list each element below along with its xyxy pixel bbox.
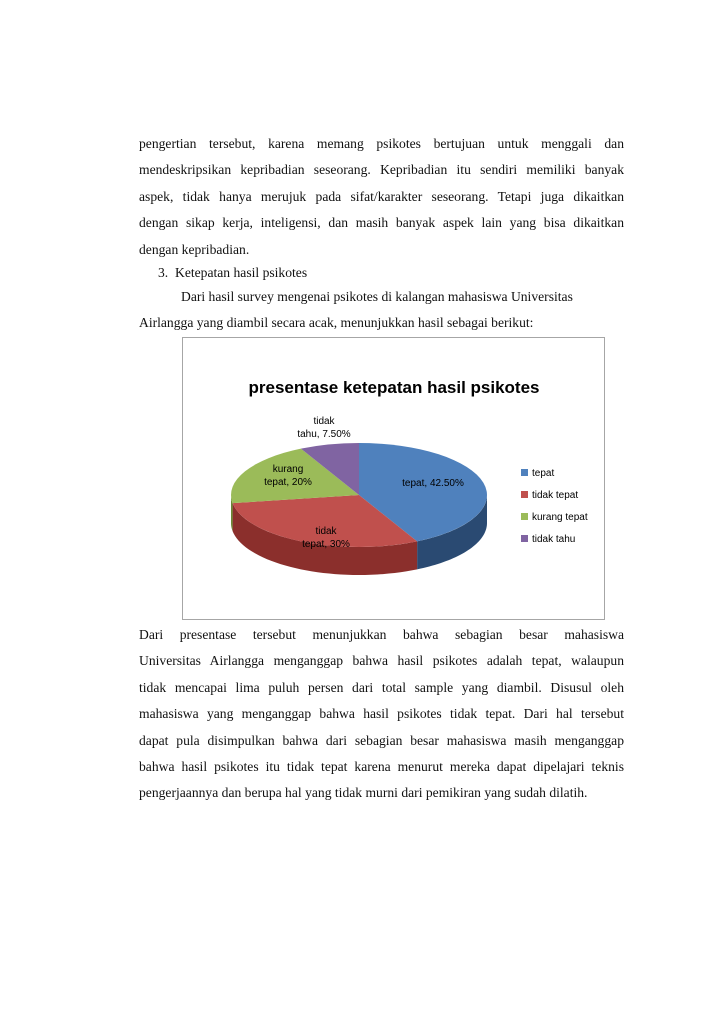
paragraph-line: pengerjaannya dan berupa hal yang tidak murni dari pemikiran yang sudah dilatih. bbox=[139, 785, 588, 801]
legend-swatch bbox=[521, 491, 528, 498]
list-number: 3. bbox=[158, 265, 169, 280]
chart-title: presentase ketepatan hasil psikotes bbox=[248, 378, 540, 397]
intro-line-1: Dari hasil survey mengenai psikotes di kalangan mahasiswa Universitas bbox=[181, 289, 573, 304]
paragraph-line: mahasiswa yang menganggap bahwa hasil psikotes tidak tepat. Dari hal tersebut bbox=[139, 706, 624, 722]
legend-swatch bbox=[521, 535, 528, 542]
slice-label-tidak-tepat: tepat, 30% bbox=[302, 539, 350, 550]
paragraph-line: dapat pula disimpulkan bahwa dari sebagian besar mahasiswa masih menganggap bbox=[139, 732, 624, 748]
slice-label-tidak-tahu: tahu, 7.50% bbox=[297, 429, 351, 440]
legend-label: tepat bbox=[532, 468, 555, 479]
paragraph-line: pengertian tersebut, karena memang psikotes bertujuan untuk menggali dan bbox=[139, 136, 624, 151]
paragraph-conclusion bbox=[139, 622, 624, 807]
intro-line-2: Airlangga yang diambil secara acak, menunjukkan hasil sebagai berikut: bbox=[139, 315, 534, 330]
legend-label: tidak tepat bbox=[532, 490, 579, 501]
legend-swatch bbox=[521, 469, 528, 476]
paragraph-line: dengan sikap kerja, inteligensi, dan masih banyak aspek lain yang bisa dikaitkan bbox=[139, 215, 624, 231]
paragraph-line: bahwa hasil psikotes itu tidak tepat karena menurut mereka dapat dipelajari teknis bbox=[139, 759, 624, 775]
legend-label: tidak tahu bbox=[532, 534, 576, 545]
legend-swatch bbox=[521, 513, 528, 520]
paragraph-definition bbox=[139, 131, 624, 263]
paragraph-line: mendeskripsikan kepribadian seseorang. Kepribadian itu sendiri memiliki banyak bbox=[139, 162, 624, 178]
slice-label-tepat: tepat, 42.50% bbox=[402, 478, 464, 489]
paragraph-line: aspek, tidak hanya merujuk pada sifat/karakter seseorang. Tetapi juga dikaitkan bbox=[139, 188, 624, 204]
paragraph-line: tidak mencapai lima puluh persen dari total sample yang diambil. Disusul oleh bbox=[139, 679, 624, 695]
pie-chart bbox=[182, 337, 605, 620]
list-item-heading bbox=[158, 263, 307, 283]
slice-label-kurang-tepat: kurang bbox=[272, 464, 304, 475]
list-title: Ketepatan hasil psikotes bbox=[175, 265, 308, 280]
legend-label: kurang tepat bbox=[532, 512, 588, 523]
paragraph-line: Universitas Airlangga menganggap bahwa hasil psikotes adalah tepat, walaupun bbox=[139, 653, 624, 669]
paragraph-line: Dari presentase tersebut menunjukkan bahwa sebagian besar mahasiswa bbox=[139, 627, 624, 642]
slice-label-tidak-tepat: tidak bbox=[315, 526, 337, 537]
slice-label-tidak-tahu: tidak bbox=[313, 416, 335, 427]
slice-label-kurang-tepat: tepat, 20% bbox=[264, 477, 312, 488]
pie-chart-svg bbox=[183, 338, 604, 619]
paragraph-line: dengan kepribadian. bbox=[139, 241, 250, 257]
